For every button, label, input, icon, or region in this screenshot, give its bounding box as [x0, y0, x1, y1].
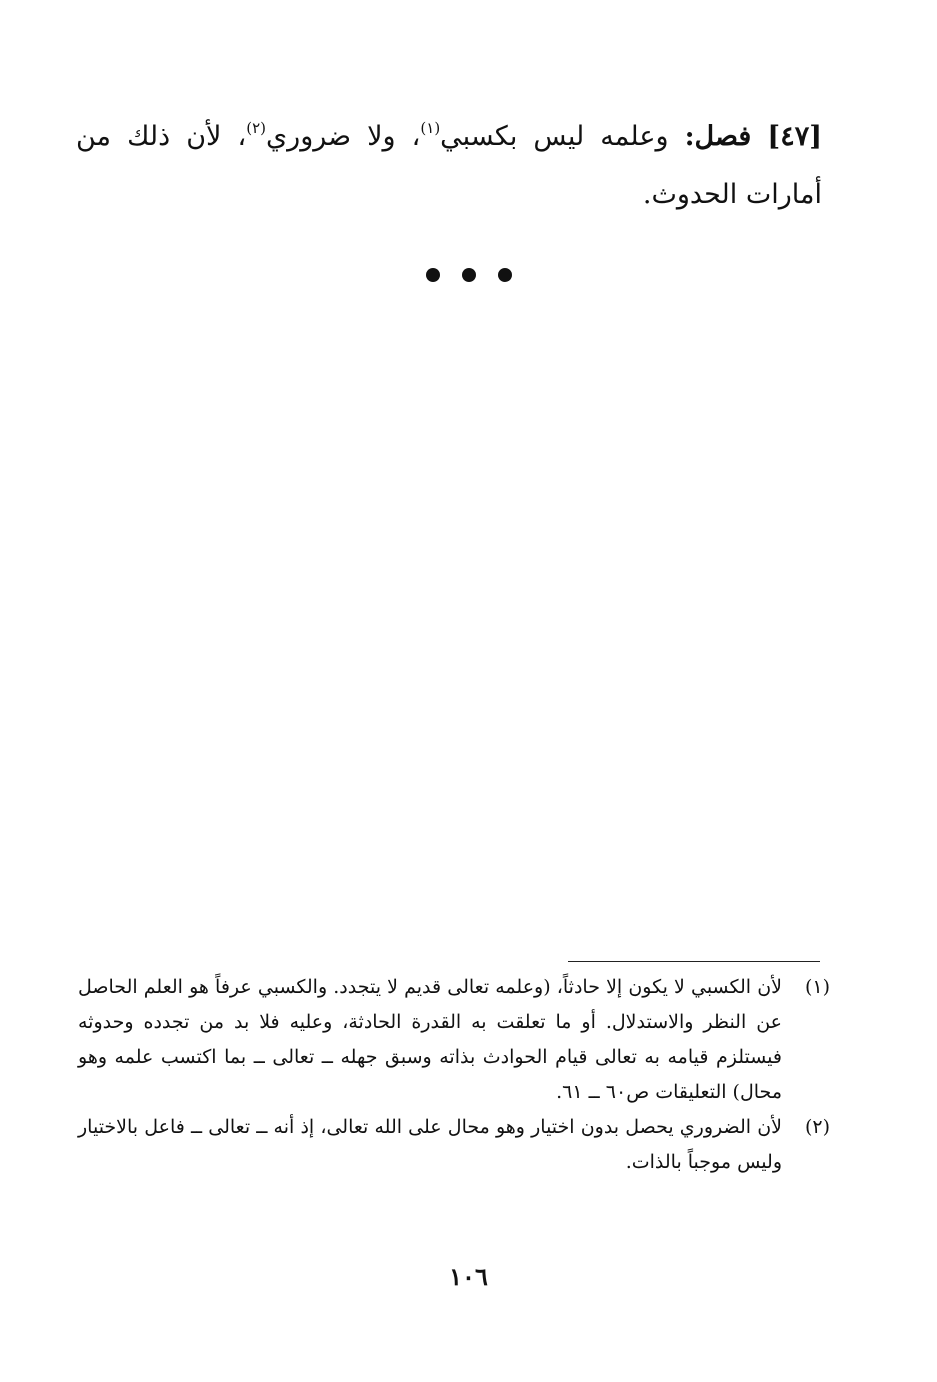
separator-dot [462, 268, 476, 282]
footnote-1-marker: (١) [804, 976, 830, 998]
section-separator-dots [0, 268, 937, 282]
footnote-2-marker: (٢) [804, 1116, 830, 1138]
section-number: [٤٧] [767, 121, 822, 152]
footnote-1-text: لأن الكسبي لا يكون إلا حادثاً، (وعلمه تعالى قديم لا يتجدد. والكسبي عرفاً هو العلم الحاصل عن النظر والاستدلال. أو ما تعلقت به القدرة الحادثة، وعليه فلا بد من تجدده وحدوثه فيستلزم قيامه به تعالى قيام الحوادث بذاته وسبق جهله ــ تعالى ــ بما اكتسب علمه وهو محال) التعليقات ص٦٠ ــ ٦١. [78, 976, 782, 1103]
separator-dot [498, 268, 512, 282]
footnote-1 [78, 970, 830, 1110]
main-paragraph [76, 108, 822, 224]
footnote-divider [568, 961, 820, 962]
section-heading-word: فصل [694, 121, 752, 152]
main-text-part3: ، لأن ذلك من أمارات الحدوث. [76, 121, 822, 210]
separator-dot [426, 268, 440, 282]
footnote-ref-2[interactable]: (٢) [246, 119, 267, 137]
main-text-part2: ، ولا ضروري [266, 121, 421, 152]
footnote-2-text: لأن الضروري يحصل بدون اختيار وهو محال على الله تعالى، إذ أنه ــ تعالى ــ فاعل بالاختيار وليس موجباً بالذات. [78, 1116, 782, 1173]
footnotes-section [78, 970, 830, 1180]
section-colon: : [684, 121, 695, 152]
main-text-part1: وعلمه ليس بكسبي [440, 121, 685, 152]
footnote-2 [78, 1110, 830, 1180]
footnote-ref-1[interactable]: (١) [420, 119, 441, 137]
page-number: ١٠٦ [449, 1262, 488, 1291]
